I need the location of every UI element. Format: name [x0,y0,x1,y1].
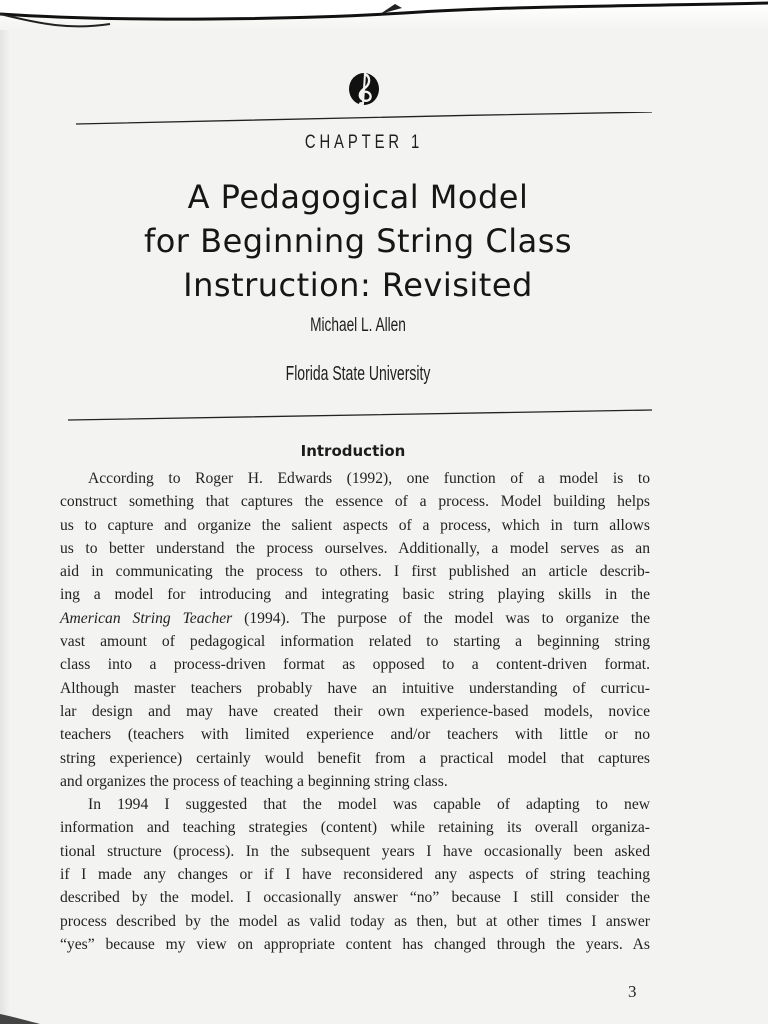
text-line: described by the model. I occasionally answer “no” because I still consider the [60,889,650,907]
author-affiliation: Florida State University [285,363,431,385]
treble-clef-emblem-icon [343,66,385,110]
text-line: if I made any changes or if I have reconsidered any aspects of string teaching [60,866,650,884]
journal-title: American String Teacher [60,609,233,627]
text-line: information and teaching strategies (content) while retaining its overall organiza- [60,819,650,837]
text-line: Although master teachers probably have an intuitive understanding of curricu- [60,679,650,697]
text-line: construct something that captures the essence of a process. Model building helps [60,493,650,511]
chapter-title [0,175,716,307]
text-line: string experience) certainly would benefit from a practical model that captures [60,749,650,767]
text-line: aid in communicating the process to others. I first published an article describ- [60,563,650,581]
section-heading: Introduction [300,442,406,460]
text-line-with-citation [60,607,650,630]
author-name: Michael L. Allen [310,315,406,336]
text-line: tional structure (process). In the subsequent years I have occasionally been asked [60,842,650,860]
text-line-rest: (1994). The purpose of the model was to organize the [244,609,650,627]
text-line: and organizes the process of teaching a beginning string class. [60,772,448,790]
chapter-label: CHAPTER 1 [304,132,424,153]
text-line: us to capture and organize the salient aspects of a process, which in turn allows [60,516,650,534]
text-line: process described by the model as valid today as then, but at other times I answer [60,912,650,930]
page-top-edge [0,0,768,30]
text-line: “yes” because my view on appropriate content has changed through the years. As [60,935,650,953]
text-line: vast amount of pedagogical information related to starting a beginning string [60,633,650,651]
text-line: class into a process-driven format as opposed to a content-driven format. [60,656,650,674]
chapter-title-line: A Pedagogical Model [187,178,529,216]
page-corner-shadow [0,1012,40,1024]
text-line: us to better understand the process ourselves. Additionally, a model serves as an [60,539,650,557]
text-line: According to Roger H. Edwards (1992), one function of a model is to [88,470,650,487]
text-line: teachers (teachers with limited experience and/or teachers with little or no [60,726,650,744]
text-line: lar design and may have created their own experience-based models, novice [60,702,650,720]
chapter-title-line: Instruction: Revisited [183,266,533,304]
body-text [60,467,650,956]
text-line: ing a model for introducing and integrating basic string playing skills in the [60,586,650,604]
text-line: In 1994 I suggested that the model was capable of adapting to new [88,796,650,814]
chapter-title-line: for Beginning String Class [143,222,573,260]
bottom-rule [68,404,652,426]
page-number: 3 [628,982,637,1001]
